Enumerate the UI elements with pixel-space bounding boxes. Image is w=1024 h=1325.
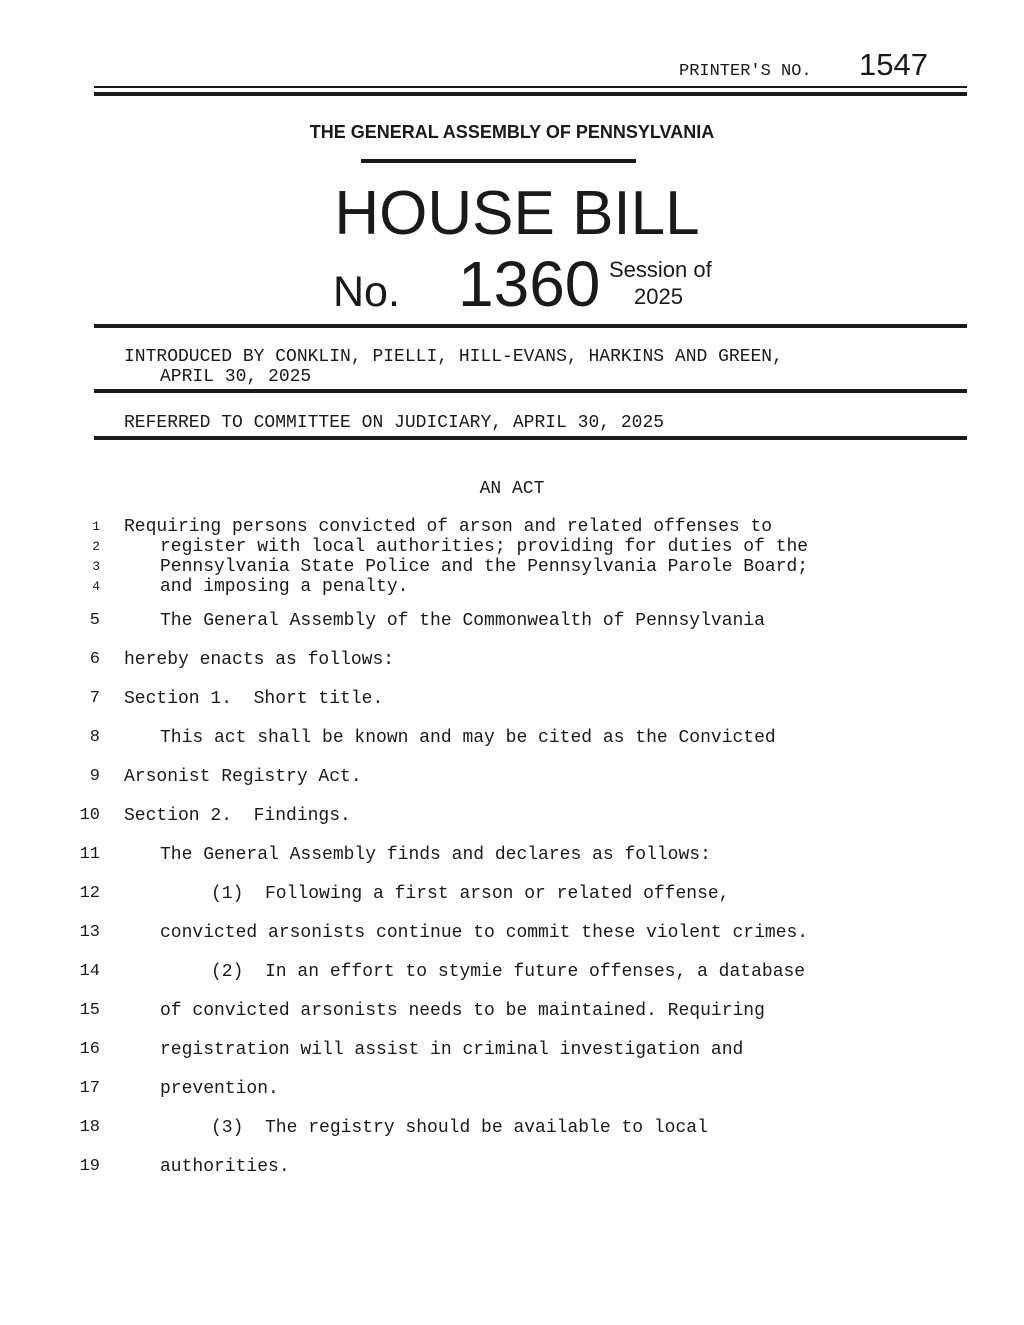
line-number: 13 [79, 923, 100, 942]
line-number: 1 [92, 519, 100, 534]
act-heading: AN ACT [479, 479, 545, 499]
header-rule-thin [94, 86, 967, 88]
bill-no-label: No. [333, 268, 400, 316]
line-number: 16 [79, 1040, 100, 1059]
body-line: The General Assembly finds and declares as follows: [160, 845, 711, 865]
title-line: and imposing a penalty. [160, 577, 409, 597]
section-heading: Section 2. Findings. [124, 806, 351, 826]
line-number: 8 [89, 728, 100, 747]
body-line: of convicted arsonists needs to be maintained. Requiring [160, 1001, 765, 1021]
body-line: (3) The registry should be available to local [211, 1118, 708, 1138]
line-number: 10 [79, 806, 100, 825]
line-number: 4 [92, 579, 100, 594]
line-number: 7 [89, 689, 100, 708]
title-line: register with local authorities; providing for duties of the [160, 537, 809, 557]
line-number: 3 [92, 559, 100, 574]
introduced-by-line: INTRODUCED BY CONKLIN, PIELLI, HILL-EVANS, HARKINS AND GREEN, [124, 347, 783, 367]
body-line: The General Assembly of the Commonwealth of Pennsylvania [160, 611, 765, 631]
line-number: 14 [79, 962, 100, 981]
printers-number-label: PRINTER'S NO. [679, 62, 812, 81]
bill-number: 1360 [458, 248, 601, 320]
body-line: convicted arsonists continue to commit these violent crimes. [160, 923, 809, 943]
rule-below-referred [94, 436, 967, 440]
body-line: prevention. [160, 1079, 279, 1099]
introduced-date-line: APRIL 30, 2025 [160, 367, 312, 387]
session-year: 2025 [634, 284, 683, 309]
body-line: (2) In an effort to stymie future offenses, a database [211, 962, 806, 982]
line-number: 12 [79, 884, 100, 903]
line-number: 2 [92, 539, 100, 554]
body-line: (1) Following a first arson or related offense, [211, 884, 730, 904]
line-number: 6 [89, 650, 100, 669]
title-line: Pennsylvania State Police and the Pennsylvania Parole Board; [160, 557, 809, 577]
bill-type-title: HOUSE BILL [334, 179, 700, 248]
assembly-underline [361, 159, 636, 163]
line-number: 9 [89, 767, 100, 786]
title-line: Requiring persons convicted of arson and related offenses to [124, 517, 773, 537]
section-heading: Section 1. Short title. [124, 689, 384, 709]
rule-above-referred [94, 389, 967, 393]
printers-number: 1547 [859, 47, 928, 82]
body-line: Arsonist Registry Act. [124, 767, 362, 787]
line-number: 15 [79, 1001, 100, 1020]
line-number: 19 [79, 1157, 100, 1176]
line-number: 17 [79, 1079, 100, 1098]
body-line: registration will assist in criminal investigation and [160, 1040, 744, 1060]
body-line: authorities. [160, 1157, 290, 1177]
rule-above-intro [94, 324, 967, 328]
line-number: 18 [79, 1118, 100, 1137]
header-rule-thick [94, 92, 967, 96]
referred-line: REFERRED TO COMMITTEE ON JUDICIARY, APRIL 30, 2025 [124, 413, 665, 433]
line-number: 5 [89, 611, 100, 630]
assembly-title: THE GENERAL ASSEMBLY OF PENNSYLVANIA [309, 122, 715, 142]
session-label: Session of [609, 257, 712, 282]
body-line: This act shall be known and may be cited as the Convicted [160, 728, 776, 748]
line-number: 11 [79, 845, 100, 864]
body-line: hereby enacts as follows: [124, 650, 395, 670]
